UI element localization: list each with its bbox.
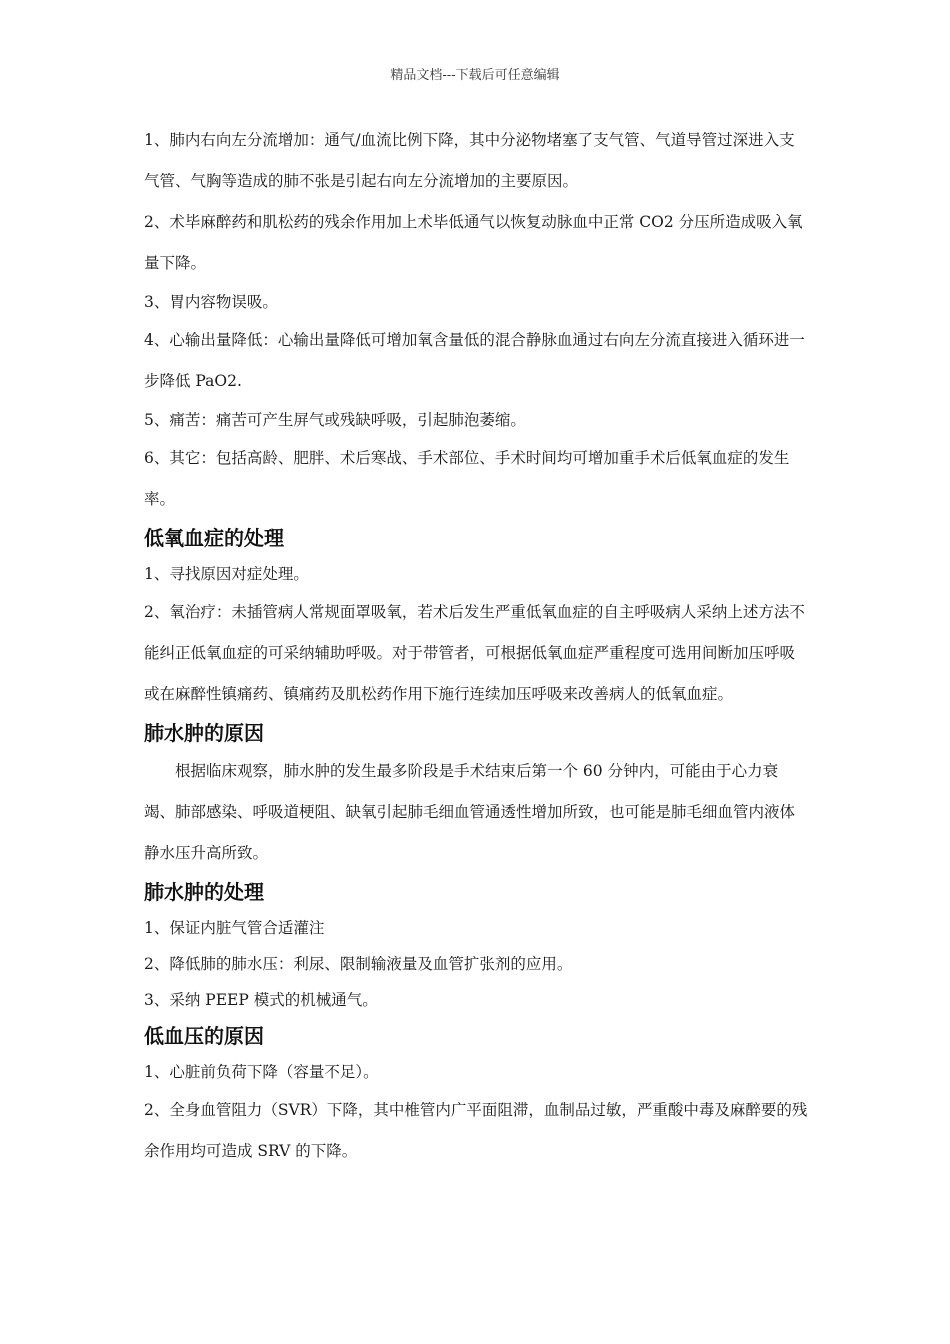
page-header: 精品文档---下载后可任意编辑 [390, 68, 560, 83]
paragraph-edema-causes: 根据临床观察，肺水肿的发生最多阶段是手术结束后第一个 60 分钟内，可能由于心力衰竭、肺部感染、呼吸道梗阻、缺氧引起肺毛细血管通透性增加所致，也可能是肺毛细血管内液体静水压升高所致。 [144, 762, 796, 862]
heading-pulmonary-edema-causes: 肺水肿的原因 [144, 721, 264, 745]
paragraph-cause-4: 4、心输出量降低：心输出量降低可增加氧含量低的混合静脉血通过右向左分流直接进入循环进一步降低 PaO2. [144, 331, 805, 390]
paragraph-cause-6: 6、其它：包括高龄、肥胖、术后寒战、手术部位、手术时间均可增加重手术后低氧血症的发生率。 [144, 449, 790, 508]
paragraph-treatment-2: 2、氧治疗：未插管病人常规面罩吸氧，若术后发生严重低氧血症的自主呼吸病人采纳上述方法不能纠正低氧血症的可采纳辅助呼吸。对于带管者，可根据低氧血症严重程度可选用间断加压呼吸或在麻醉性镇痛药、镇痛药及肌松药作用下施行连续加压呼吸来改善病人的低氧血症。 [144, 603, 805, 703]
paragraph-hypotension-2: 2、全身血管阻力（SVR）下降，其中椎管内广平面阻滞，血制品过敏，严重酸中毒及麻醉要的残余作用均可造成 SRV 的下降。 [144, 1101, 808, 1160]
paragraph-edema-treatment-3: 3、采纳 PEEP 模式的机械通气。 [144, 991, 378, 1009]
paragraph-cause-2: 2、术毕麻醉药和肌松药的残余作用加上术毕低通气以恢复动脉血中正常 CO2 分压所造成吸入氧量下降。 [144, 213, 803, 272]
heading-hypoxemia-treatment: 低氧血症的处理 [144, 526, 284, 550]
paragraph-cause-3: 3、胃内容物误吸。 [144, 293, 278, 311]
paragraph-edema-treatment-2: 2、降低肺的肺水压：利尿、限制输液量及血管扩张剂的应用。 [144, 955, 573, 973]
heading-pulmonary-edema-treatment: 肺水肿的处理 [144, 880, 264, 904]
document-body [144, 120, 808, 1172]
paragraph-treatment-1: 1、寻找原因对症处理。 [144, 565, 309, 583]
paragraph-hypotension-1: 1、心脏前负荷下降（容量不足）。 [144, 1063, 379, 1081]
paragraph-cause-1: 1、肺内右向左分流增加：通气/血流比例下降，其中分泌物堵塞了支气管、气道导管过深进入支气管、气胸等造成的肺不张是引起右向左分流增加的主要原因。 [144, 131, 795, 190]
heading-hypotension-causes: 低血压的原因 [144, 1024, 264, 1048]
paragraph-edema-treatment-1: 1、保证内脏气管合适灌注 [144, 919, 325, 937]
paragraph-cause-5: 5、痛苦：痛苦可产生屏气或残缺呼吸，引起肺泡萎缩。 [144, 411, 526, 429]
